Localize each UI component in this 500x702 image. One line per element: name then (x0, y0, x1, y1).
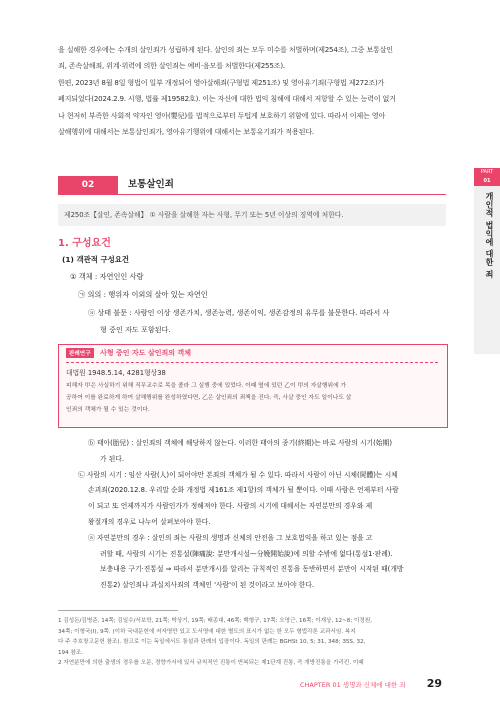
footnotes (58, 616, 450, 669)
text-line: 살해행위에 대해서는 보통살인죄가, 영아유기행위에 대해서는 보통유기죄가 적용된다. (58, 127, 314, 137)
part-label: PART (480, 169, 494, 175)
side-tab-label: 개인적 법익에 대한 죄 (485, 192, 494, 279)
footnote-line: 1 김성돈/김병준, 14쪽; 김일수/서보학, 21쪽; 박상기, 19쪽; 배종대, 46쪽; 백형구, 17쪽; 오영근, 16쪽; 이재상, 12~8; 이정원, (58, 618, 373, 624)
text-line: 이 되고 또 언제까지가 사람인가가 정해져야 한다. 사람의 시기에 대해서는 자연분만의 경우와 제 (88, 502, 373, 511)
statute-text: 제250조【살인, 존속살해】 ① 사람을 살해한 자는 사형, 무기 또는 5년 이상의 징역에 처한다. (64, 211, 344, 219)
case-line: 공하여 이를 완료하게 하여 살해행위를 완성하였다면, 乙은 살인죄의 죄책을 진다. 즉, 사살 중인 자도 일이나도 살 (66, 395, 352, 401)
text-line: 왕절개의 경우로 나누어 살펴보아야 한다. (88, 517, 211, 526)
footnote-line: 다 주 추호창고문헌 참조). 참고로 이는 독일에서도 통설과 판례의 입장이다. 독일의 판례는 BGHSt 10, 5; 31, 348; 35S, 32, (58, 639, 366, 645)
case-badge: 판례연구 (66, 348, 94, 358)
text-line: ⓑ 태아(胎兒) : 살인죄의 객체에 해당하지 않는다. 이러한 태아의 종기(終期)는 바로 사람의 시기(始期) (88, 439, 392, 447)
text-line: 죄, 존속살해죄, 위계·위력에 의한 살인죄는 예비·음모를 처벌한다(제255조). (58, 61, 285, 71)
intro-paragraph (58, 42, 446, 140)
text-line: 진통2) 살인죄나 과실치사죄의 객체인 '사람'이 된 것이라고 보아야 한다. (100, 581, 314, 590)
text-line: 가 된다. (100, 454, 125, 463)
statute-box (58, 204, 446, 226)
case-divider (66, 362, 438, 363)
case-line: 피해자 甲은 사실하기 위해 직무교수로 목을 졸라 그 실행 중에 있었다. 이때 옆에 있던 乙이 甲의 자살행위에 가 (66, 383, 347, 389)
footnote-line: 194 참조. (58, 649, 84, 656)
footnote-line: 2 자연분만에 의한 출생의 경우를 오문, 경향가서에 있서 규칙적인 진통이 반복되는 제1단계 진통, 즉 개방진통을 가리킨. 이때 (58, 660, 364, 666)
state-line: ⓐ 상태 불문 : 사람인 이상 생존가치, 생존능력, 생존이익, 생존감정의 유무를 불문한다. 따라서 사 (88, 308, 390, 317)
state-line-cont: 형 중인 자도 포함된다. (100, 325, 171, 334)
body-paragraph (78, 436, 448, 594)
chapter-footer: CHAPTER 01 생명과 신체에 대한 죄 (300, 681, 406, 689)
text-line: 려할 때, 사람의 시기는 진통설(陣痛說: 분만개시설—分娩開始說)에 의할 수밖에 없다(통설1·판례). (100, 549, 393, 558)
sub-heading: (1) 객관적 구성요건 (62, 255, 130, 264)
section-number: 02 (58, 176, 118, 194)
text-line: 나 현저히 부족한 사회적 약자인 영아(嬰兒)를 법적으로부터 두텁게 보호하기 위함에 있다. 따라서 이제는 영아 (58, 110, 386, 120)
text-line: ㉡ 사람의 시기 : 임산 사람(人)이 되어야만 본죄의 객체가 될 수 있다. 따라서 사람이 아닌 시체(屍體)는 시체 (78, 470, 398, 479)
part-number: 01 (483, 178, 491, 184)
text-line: 을 실해한 경우에는 수개의 살인죄가 성립하게 된다. 살인의 죄는 모두 미수를 처벌하며(제254조), 그중 보통살인 (58, 45, 393, 54)
text-line: 손괴죄(2020.12.8. 우리말 순화 개정법 제161조 제1항)의 객체가 될 뿐이다. 이때 사람은 언제부터 사람 (88, 486, 399, 495)
case-line: 인죄의 객체가 될 수 있는 것이다. (66, 407, 150, 413)
text-line: 한편, 2023년 8월 8일 형법이 일부 개정되어 영아살해죄(구형법 제251조) 및 영아유기죄(구형법 제272조)가 (58, 77, 385, 87)
case-citation: 대법원 1948.5.14, 4281형상38 (66, 369, 166, 377)
section-title: 보통살인죄 (128, 179, 174, 190)
footnote-rule (58, 610, 178, 611)
text-line: 보충내용 구기·진통설 ⇒ 따라서 분만개시를 알리는 규칙적인 진통을 동반하면서 분만이 시작된 때(개방 (100, 565, 404, 574)
heading-requirements: 1. 구성요건 (58, 238, 111, 249)
footnote-line: 34쪽; 이형국(Ⅰ), 9쪽. (이하 국내문헌에 저자명만 있고 도서명에 대한 별도의 표시가 없는 한 모두 형법각론 교과서임. 복지 (58, 628, 356, 635)
text-line: ⓐ 자연분만의 경우 : 살인의 죄는 사람의 생명과 신체의 안전을 그 보호법익을 하고 있는 점을 고 (88, 533, 373, 542)
text-line: 폐지되었다(2024.2.9. 시행, 법률 제19582호). 이는 자신에 대한 법익 침해에 대해서 저항할 수 있는 능력이 없거 (58, 94, 396, 104)
meaning-line: ㉠ 의의 : 행위자 이외의 살아 있는 자연인 (78, 290, 208, 299)
case-box-header (66, 348, 191, 358)
side-tab-part (474, 168, 500, 186)
page-number: 29 (426, 677, 442, 690)
object-line: ① 객체 : 자연인인 사람 (70, 272, 144, 281)
case-title: 사형 중인 자도 살인죄의 객체 (100, 349, 191, 357)
case-body (66, 380, 440, 416)
